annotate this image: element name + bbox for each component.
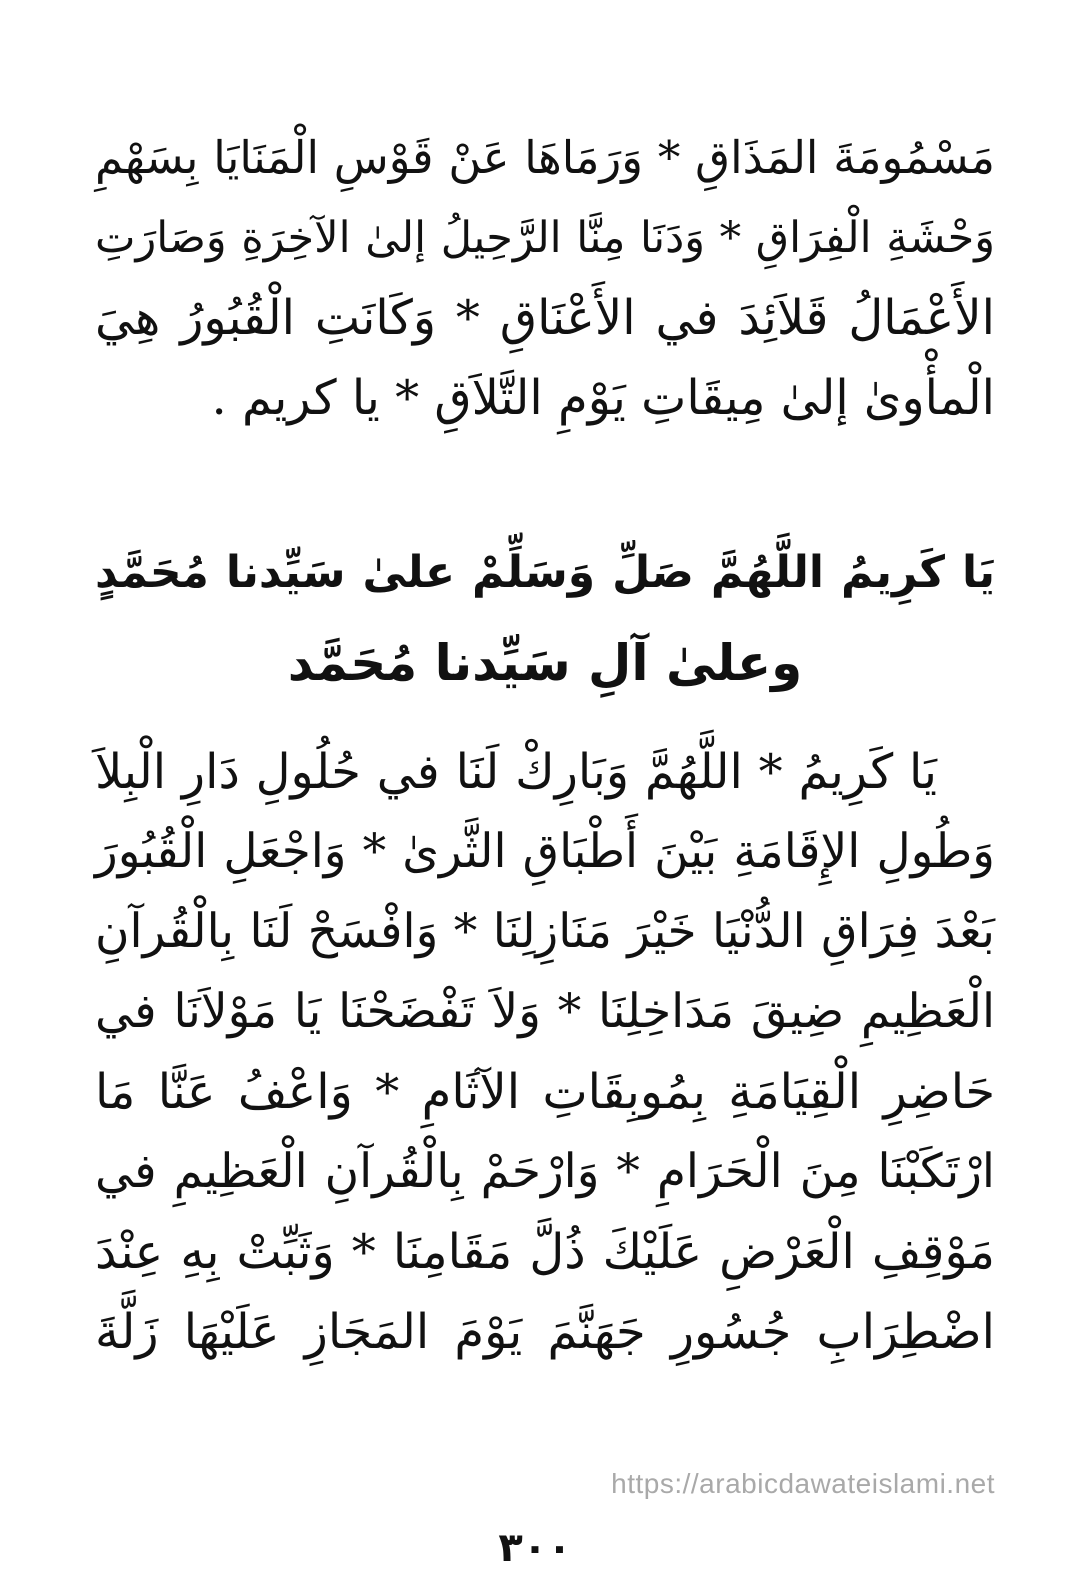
paragraph-2-line-6: ارْتَكَبْنَا مِنَ الْحَرَامِ * وَارْحَمْ بِالْقُرآنِ الْعَظِيمِ في <box>95 1144 995 1199</box>
paragraph-1-line-3: الأَعْمَالُ قَلاَئِدَ في الأَعْنَاقِ * وَكَانَتِ الْقُبُورُ هِيَ <box>95 290 995 346</box>
paragraph-1-line-1: مَسْمُومَةَ المَذَاقِ * وَرَمَاهَا عَنْ قَوْسِ الْمَنَايَا بِسَهْمِ <box>95 131 995 184</box>
paragraph-2-line-5: حَاضِرِ الْقِيَامَةِ بِمُوبِقَاتِ الآثَامِ * وَاعْفُ عَنَّا مَا <box>95 1064 995 1120</box>
watermark-url: https://arabicdawateislami.net <box>611 1468 995 1499</box>
paragraph-2-line-2: وَطُولِ الإِقَامَةِ بَيْنَ أَطْبَاقِ الثَّرىٰ * وَاجْعَلِ الْقُبُورَ <box>95 824 995 879</box>
page-number: ٣٠٠ <box>498 1525 572 1571</box>
section-heading-line-1: يَا كَرِيمُ اللَّهُمَّ صَلِّ وَسَلِّمْ علىٰ سَيِّدنا مُحَمَّدٍ <box>95 547 995 598</box>
paragraph-1-line-2: وَحْشَةِ الْفِرَاقِ * وَدَنَا مِنَّا الرَّحِيلُ إلىٰ الآخِرَةِ وَصَارَتِ <box>95 213 995 263</box>
paragraph-1-line-4: الْمأْوىٰ إلىٰ مِيقَاتِ يَوْمِ التَّلاَقِ * يا كريم . <box>211 370 995 426</box>
paragraph-1 <box>95 118 995 438</box>
paragraph-2-line-4: الْعَظِيمِ ضِيقَ مَدَاخِلِنَا * وَلاَ تَفْضَحْنَا يَا مَوْلاَنَا في <box>95 984 995 1039</box>
paragraph-2-line-3: بَعْدَ فِرَاقِ الدُّنْيَا خَيْرَ مَنَازِلِنَا * وَافْسَحْ لَنَا بِالْقُرآنِ <box>95 904 995 959</box>
section-heading-line-2: وعلىٰ آلِ سَيِّدنا مُحَمَّد <box>287 634 803 692</box>
paragraph-2-line-7: مَوْقِفِ الْعَرْضِ عَلَيْكَ ذُلَّ مَقَامِنَا * وَثَبِّتْ بِهِ عِنْدَ <box>95 1224 995 1280</box>
section-heading <box>95 528 995 708</box>
paragraph-2 <box>95 732 995 1372</box>
paragraph-2-line-1: يَا كَرِيمُ * اللَّهُمَّ وَبَارِكْ لَنَا في حُلُولِ دَارِ الْبِلاَ <box>95 744 938 800</box>
paragraph-2-line-8: اضْطِرَابِ جُسُورِ جَهَنَّمَ يَوْمَ المَجَازِ عَلَيْهَا زَلَّةَ <box>95 1304 995 1360</box>
